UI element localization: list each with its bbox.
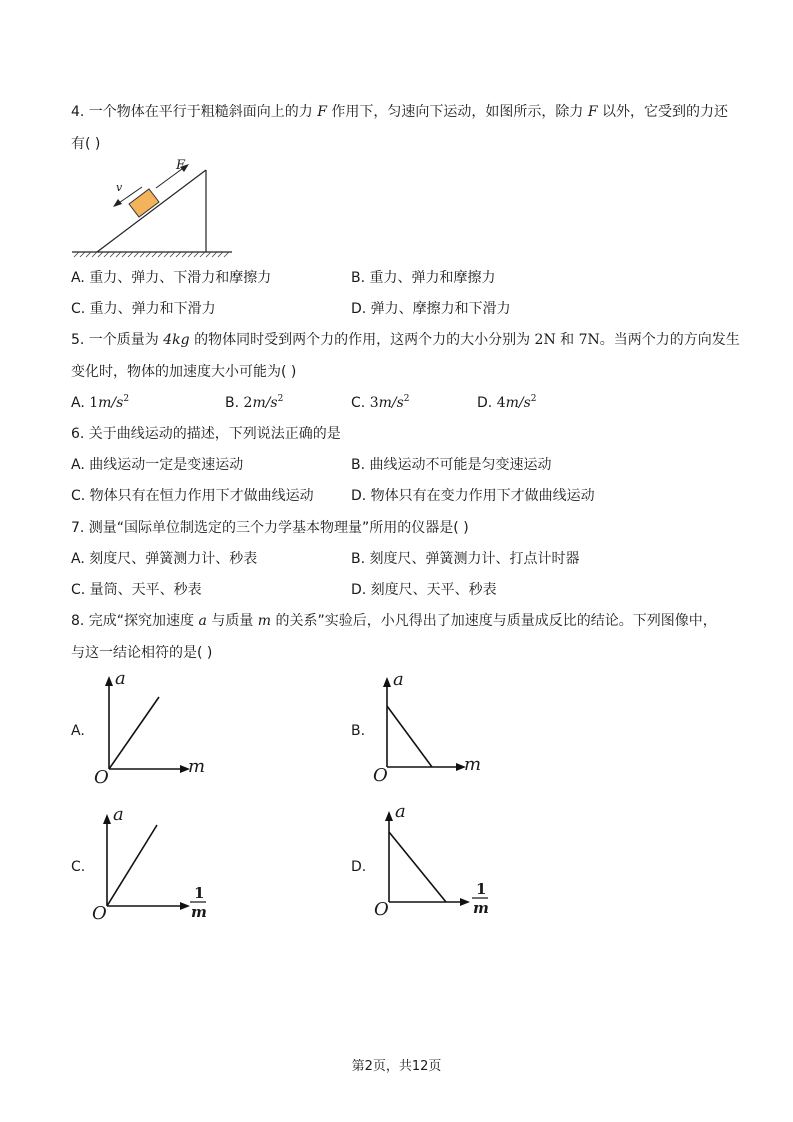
q8-option-d[interactable]: D. bbox=[351, 859, 367, 875]
q7-option-a[interactable]: A. 刻度尺、弹簧测力计、秒表 bbox=[71, 551, 258, 567]
q8-var-m: m bbox=[257, 613, 272, 629]
graph-a-y-label: a bbox=[115, 668, 126, 689]
graph-c-frac-num: 1 bbox=[194, 884, 205, 902]
q5-option-c[interactable]: C. $3m/s^2$ bbox=[351, 394, 410, 411]
graph-d-frac-den: m bbox=[473, 899, 489, 917]
q4-fig-label-f: F bbox=[176, 158, 186, 173]
q8-option-c[interactable]: C. bbox=[71, 859, 86, 875]
q5-force1: 2N bbox=[534, 332, 556, 348]
graph-c-y-label: a bbox=[113, 804, 124, 825]
q5-mass: 4kg bbox=[163, 332, 190, 348]
q4-var-f-2: F bbox=[587, 104, 598, 120]
graph-c-origin: O bbox=[92, 903, 107, 924]
q7-option-d[interactable]: D. 刻度尺、天平、秒表 bbox=[351, 582, 497, 598]
graph-b-y-label: a bbox=[393, 669, 404, 690]
q5-stem-line2: 变化时，物体的加速度大小可能为( ) bbox=[71, 364, 297, 380]
q5-force2: 7N bbox=[578, 332, 600, 348]
q6-option-a[interactable]: A. 曲线运动一定是变速运动 bbox=[71, 457, 244, 473]
graph-d-frac-num: 1 bbox=[476, 880, 487, 898]
q4-stem-line2: 有( ) bbox=[71, 136, 101, 152]
q4-stem-line1: 4. 一个物体在平行于粗糙斜面向上的力 F 作用下，匀速向下运动，如图所示，除力 F 以外，它受到的力还 bbox=[71, 104, 729, 120]
q8-stem-line2: 与这一结论相符的是( ) bbox=[71, 645, 213, 661]
q4-var-f: F bbox=[317, 104, 327, 120]
graph-d-line bbox=[389, 832, 446, 902]
q7-option-c[interactable]: C. 量筒、天平、秒表 bbox=[71, 582, 202, 598]
graph-a-origin: O bbox=[94, 767, 109, 788]
q8-option-a[interactable]: A. bbox=[71, 723, 85, 739]
q5-option-d[interactable]: D. $4m/s^2$ bbox=[477, 394, 537, 411]
q7-option-b[interactable]: B. 刻度尺、弹簧测力计、打点计时器 bbox=[351, 551, 580, 567]
graph-b-origin: O bbox=[373, 765, 388, 786]
graph-d-y-label: a bbox=[395, 801, 406, 822]
q5-option-b[interactable]: B. $2m/s^2$ bbox=[225, 394, 284, 411]
q7-stem: 7. 测量“国际单位制选定的三个力学基本物理量”所用的仪器是( ) bbox=[71, 520, 469, 536]
q8-option-b[interactable]: B. bbox=[351, 723, 366, 739]
q5-stem-line1: 5. 一个质量为 4kg 的物体同时受到两个力的作用，这两个力的大小分别为 2N 和 7N。当两个力的方向发生 bbox=[71, 332, 740, 348]
q8-var-a: a bbox=[198, 613, 207, 629]
q5-option-a[interactable]: A. $1m/s^2$ bbox=[71, 394, 130, 411]
q4-fig-label-v: v bbox=[116, 181, 123, 194]
q6-stem: 6. 关于曲线运动的描述，下列说法正确的是 bbox=[71, 426, 341, 442]
q6-option-c[interactable]: C. 物体只有在恒力作用下才做曲线运动 bbox=[71, 488, 314, 504]
graph-b-x-label: m bbox=[464, 754, 482, 775]
graph-a-x-label: m bbox=[188, 756, 206, 777]
graph-c-frac-den: m bbox=[191, 903, 207, 921]
q4-option-b[interactable]: B. 重力、弹力和摩擦力 bbox=[351, 270, 496, 286]
q4-option-d[interactable]: D. 弹力、摩擦力和下滑力 bbox=[351, 301, 511, 317]
q4-option-c[interactable]: C. 重力、弹力和下滑力 bbox=[71, 301, 216, 317]
q8-stem-line1: 8. 完成“探究加速度 a 与质量 m 的关系”实验后，小凡得出了加速度与质量成反比的结论。下列图像中， bbox=[71, 613, 717, 629]
q6-option-d[interactable]: D. 物体只有在变力作用下才做曲线运动 bbox=[351, 488, 595, 504]
graph-d-origin: O bbox=[374, 899, 389, 920]
q4-option-a[interactable]: A. 重力、弹力、下滑力和摩擦力 bbox=[71, 270, 272, 286]
q6-option-b[interactable]: B. 曲线运动不可能是匀变速运动 bbox=[351, 457, 552, 473]
page-footer: 第2页，共12页 bbox=[351, 1059, 442, 1074]
